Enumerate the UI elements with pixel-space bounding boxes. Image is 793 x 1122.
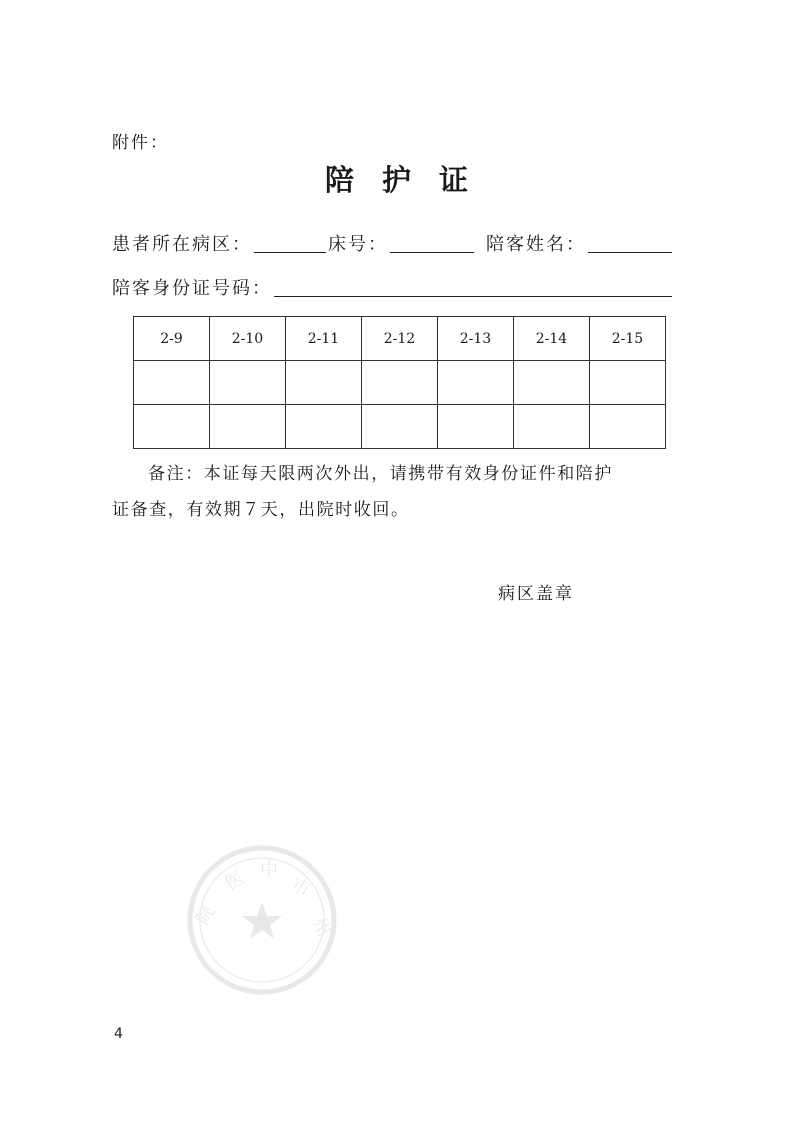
ward-blank-field[interactable]	[254, 232, 326, 253]
svg-text:院: 院	[192, 902, 220, 929]
patient-info-row	[112, 228, 674, 256]
table-cell[interactable]	[362, 361, 438, 405]
table-cell[interactable]	[590, 405, 666, 449]
svg-text:医: 医	[222, 867, 249, 895]
date-cell-1: 2-9	[134, 317, 210, 361]
companion-id-blank-field[interactable]	[274, 276, 672, 297]
date-header-row	[134, 317, 666, 361]
table-row	[134, 405, 666, 449]
table-cell[interactable]	[590, 361, 666, 405]
table-cell[interactable]	[514, 405, 590, 449]
table-cell[interactable]	[438, 405, 514, 449]
date-cell-6: 2-14	[514, 317, 590, 361]
table-cell[interactable]	[134, 405, 210, 449]
attachment-label: 附件：	[112, 133, 169, 153]
date-cell-4: 2-12	[362, 317, 438, 361]
ward-stamp-label: 病区盖章	[498, 584, 574, 604]
companion-name-blank-field[interactable]	[588, 232, 672, 253]
remarks-line-2: 证备查，有效期７天，出院时收回。	[112, 500, 410, 520]
remarks-paragraph	[112, 456, 692, 528]
svg-text:市: 市	[287, 874, 314, 902]
document-title	[0, 158, 793, 199]
faded-seal-stamp	[182, 840, 342, 1000]
ward-label: 患者所在病区：	[112, 234, 252, 255]
title-char-3: 证	[439, 163, 469, 197]
title-char-1: 陪	[324, 163, 354, 197]
date-cell-5: 2-13	[438, 317, 514, 361]
companion-name-label: 陪客姓名：	[486, 234, 586, 255]
table-row	[134, 361, 666, 405]
svg-text:州: 州	[307, 914, 335, 941]
table-cell[interactable]	[210, 405, 286, 449]
remarks-line-1: 备注：本证每天限两次外出，请携带有效身份证件和陪护	[148, 464, 613, 484]
table-cell[interactable]	[286, 405, 362, 449]
bed-label: 床号：	[328, 234, 388, 255]
title-char-2: 护	[381, 163, 411, 197]
table-cell[interactable]	[134, 361, 210, 405]
companion-id-row	[112, 272, 674, 300]
companion-id-label: 陪客身份证号码：	[112, 278, 272, 299]
svg-text:中: 中	[260, 860, 278, 881]
table-cell[interactable]	[286, 361, 362, 405]
date-cell-7: 2-15	[590, 317, 666, 361]
bed-blank-field[interactable]	[390, 232, 474, 253]
table-cell[interactable]	[514, 361, 590, 405]
date-cell-2: 2-10	[210, 317, 286, 361]
table-cell[interactable]	[210, 361, 286, 405]
table-cell[interactable]	[362, 405, 438, 449]
date-cell-3: 2-11	[286, 317, 362, 361]
table-cell[interactable]	[438, 361, 514, 405]
outing-record-table	[133, 316, 666, 449]
page-number: 4	[114, 1026, 123, 1042]
